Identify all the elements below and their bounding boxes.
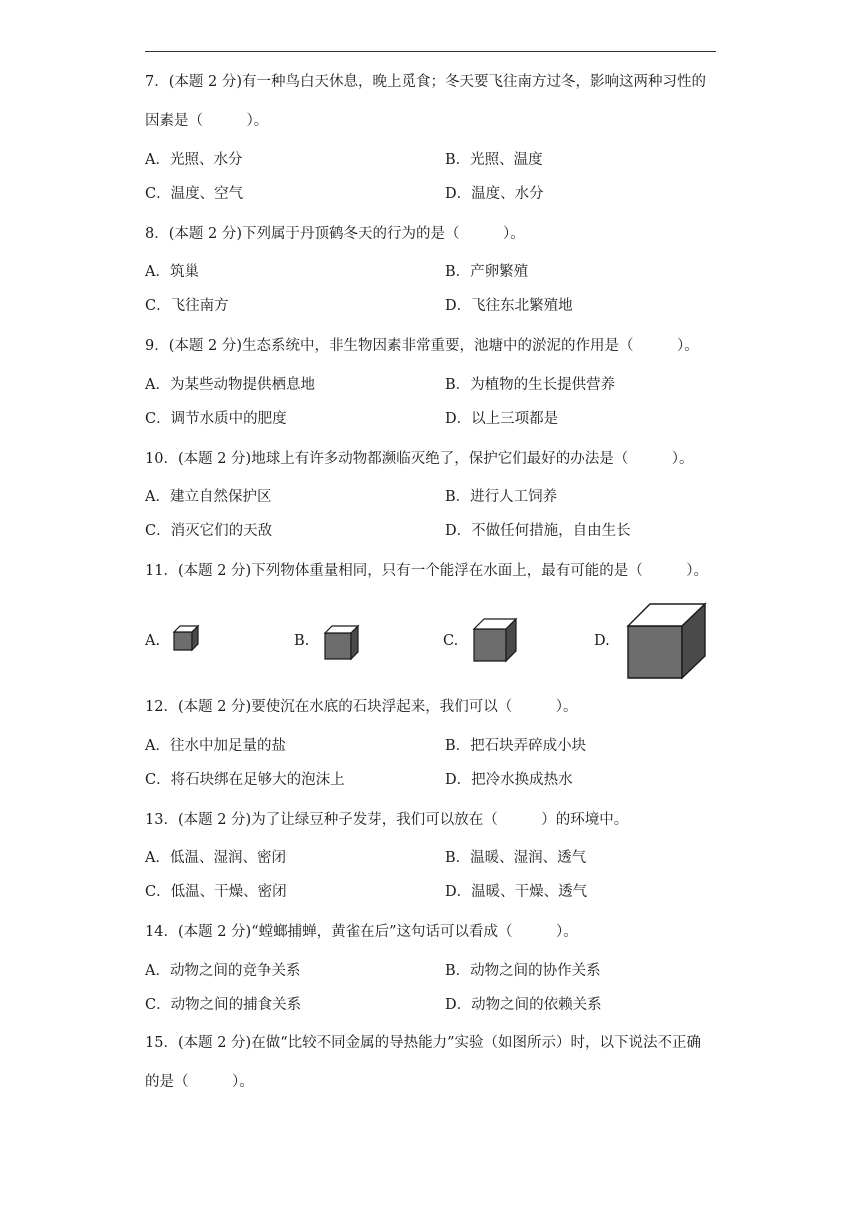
header-rule [145,51,716,52]
q11-option-a-label[interactable]: A. [145,633,161,649]
q8-option-a[interactable]: A．筑巢 [145,264,199,280]
question-10-text: 10．(本题 2 分)地球上有许多动物都濒临灭绝了，保护它们最好的办法是（ ）。 [145,451,694,467]
q12-option-a[interactable]: A．往水中加足量的盐 [145,738,286,754]
q11-option-c-label[interactable]: C. [443,633,459,649]
q13-option-a[interactable]: A．低温、湿润、密闭 [145,850,286,866]
question-7-text: 7．(本题 2 分)有一种鸟白天休息，晚上觅食；冬天要飞往南方过冬，影响这两种习性的 [145,74,706,90]
q7-option-c[interactable]: C．温度、空气 [145,186,244,202]
q11-option-b-label[interactable]: B. [294,633,310,649]
q9-option-a[interactable]: A．为某些动物提供栖息地 [145,377,315,393]
q10-option-a[interactable]: A．建立自然保护区 [145,489,272,505]
question-7-text-cont: 因素是（ ）。 [145,113,269,129]
q14-option-d[interactable]: D．动物之间的依赖关系 [445,997,602,1013]
q8-option-d[interactable]: D．飞往东北繁殖地 [445,298,573,314]
q11-cube-c-icon[interactable] [472,617,518,662]
q13-option-c[interactable]: C．低温、干燥、密闭 [145,884,287,900]
q8-option-b[interactable]: B．产卵繁殖 [445,264,529,280]
q14-option-c[interactable]: C．动物之间的捕食关系 [145,997,302,1013]
question-12-text: 12．(本题 2 分)要使沉在水底的石块浮起来，我们可以（ ）。 [145,699,578,715]
question-8-text: 8．(本题 2 分)下列属于丹顶鹤冬天的行为的是（ ）。 [145,226,525,242]
q9-option-b[interactable]: B．为植物的生长提供营养 [445,377,616,393]
question-9-text: 9．(本题 2 分)生态系统中，非生物因素非常重要，池塘中的淤泥的作用是（ ）。 [145,338,699,354]
question-15-text-cont: 的是（ ）。 [145,1074,254,1090]
q7-option-d[interactable]: D．温度、水分 [445,186,544,202]
question-15-text: 15．(本题 2 分)在做“比较不同金属的导热能力”实验（如图所示）时，以下说法不正确 [145,1035,702,1051]
q8-option-c[interactable]: C．飞往南方 [145,298,229,314]
q9-option-c[interactable]: C．调节水质中的肥度 [145,411,287,427]
question-13-text: 13．(本题 2 分)为了让绿豆种子发芽，我们可以放在（ ）的环境中。 [145,812,629,828]
q7-option-a[interactable]: A．光照、水分 [145,152,243,168]
q10-option-d[interactable]: D．不做任何措施，自由生长 [445,523,631,539]
q11-option-d-label[interactable]: D. [594,633,610,649]
q13-option-d[interactable]: D．温暖、干燥、透气 [445,884,588,900]
q11-cube-b-icon[interactable] [323,624,361,660]
q11-cube-d-icon[interactable] [626,602,707,680]
q12-option-c[interactable]: C．将石块绑在足够大的泡沫上 [145,772,345,788]
question-14-text: 14．(本题 2 分)“螳螂捕蝉，黄雀在后”这句话可以看成（ ）。 [145,924,578,940]
question-11-text: 11．(本题 2 分)下列物体重量相同，只有一个能浮在水面上，最有可能的是（ ）。 [145,563,708,579]
q10-option-c[interactable]: C．消灭它们的天敌 [145,523,273,539]
q9-option-d[interactable]: D．以上三项都是 [445,411,559,427]
q10-option-b[interactable]: B．进行人工饲养 [445,489,558,505]
q7-option-b[interactable]: B．光照、温度 [445,152,543,168]
q12-option-b[interactable]: B．把石块弄碎成小块 [445,738,587,754]
q13-option-b[interactable]: B．温暖、湿润、透气 [445,850,587,866]
q14-option-a[interactable]: A．动物之间的竞争关系 [145,963,301,979]
q11-cube-a-icon[interactable] [172,624,202,652]
q14-option-b[interactable]: B．动物之间的协作关系 [445,963,601,979]
q12-option-d[interactable]: D．把冷水换成热水 [445,772,573,788]
